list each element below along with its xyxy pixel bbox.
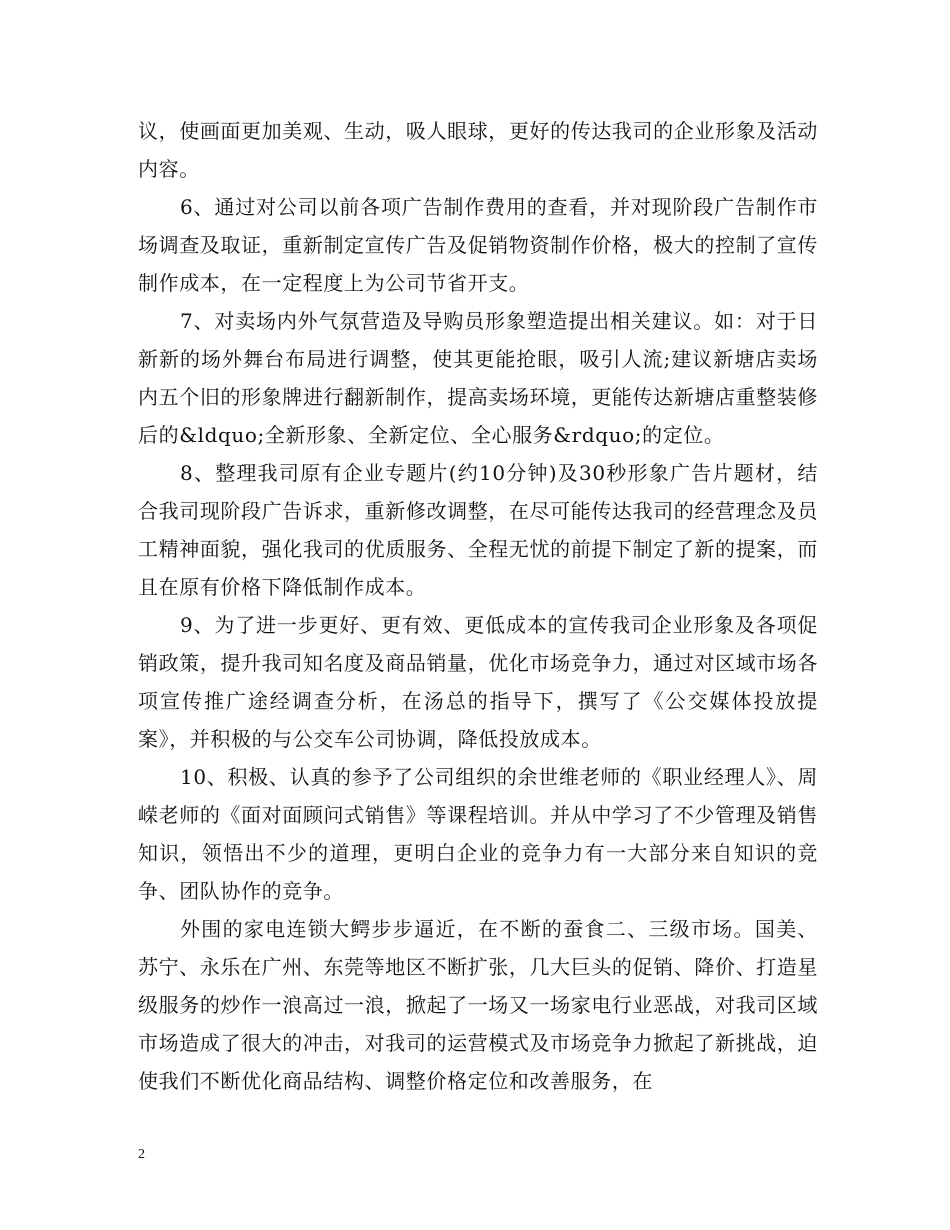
paragraph-item-9: 9、为了进一步更好、更有效、更低成本的宣传我司企业形象及各项促销政策，提升我司知名度及商品销量，优化市场竞争力，通过对区域市场各项宣传推广途经调查分析，在汤总的指导下，撰写了《公交媒体投放提案》，并积极的与公交车公司协调，降低投放成本。 <box>138 613 818 751</box>
paragraph-item-8: 8、整理我司原有企业专题片(约10分钟)及30秒形象广告片题材，结合我司现阶段广告诉求，重新修改调整，在尽可能传达我司的经营理念及员工精神面貌，强化我司的优质服务、全程无忧的前提下制定了新的提案，而且在原有价格下降低制作成本。 <box>138 461 818 599</box>
paragraph-item-7: 7、对卖场内外气氛营造及导购员形象塑造提出相关建议。如：对于日新新的场外舞台布局进行调整，使其更能抢眼，吸引人流;建议新塘店卖场内五个旧的形象牌进行翻新制作，提高卖场环境，更能传达新塘店重整装修后的&ldquo;全新形象、全新定位、全心服务&rdquo;的定位。 <box>138 309 818 447</box>
paragraph-item-6: 6、通过对公司以前各项广告制作费用的查看，并对现阶段广告制作市场调查及取证，重新制定宣传广告及促销物资制作价格，极大的控制了宣传制作成本，在一定程度上为公司节省开支。 <box>138 195 818 295</box>
page-number: 2 <box>138 1147 145 1162</box>
document-body <box>138 112 818 1100</box>
paragraph-item-10: 10、积极、认真的参予了公司组织的余世维老师的《职业经理人》、周嵘老师的《面对面顾问式销售》等课程培训。并从中学习了不少管理及销售知识，领悟出不少的道理，更明白企业的竞争力有一大部分来自知识的竞争、团队协作的竞争。 <box>138 765 818 903</box>
paragraph-market-context: 外围的家电连锁大鳄步步逼近，在不断的蚕食二、三级市场。国美、苏宁、永乐在广州、东莞等地区不断扩张，几大巨头的促销、降价、打造星级服务的炒作一浪高过一浪，掀起了一场又一场家电行业恶战，对我司区域市场造成了很大的冲击，对我司的运营模式及市场竞争力掀起了新挑战，迫使我们不断优化商品结构、调整价格定位和改善服务，在 <box>138 917 818 1093</box>
paragraph-continuation: 议，使画面更加美观、生动，吸人眼球，更好的传达我司的企业形象及活动内容。 <box>138 119 818 181</box>
